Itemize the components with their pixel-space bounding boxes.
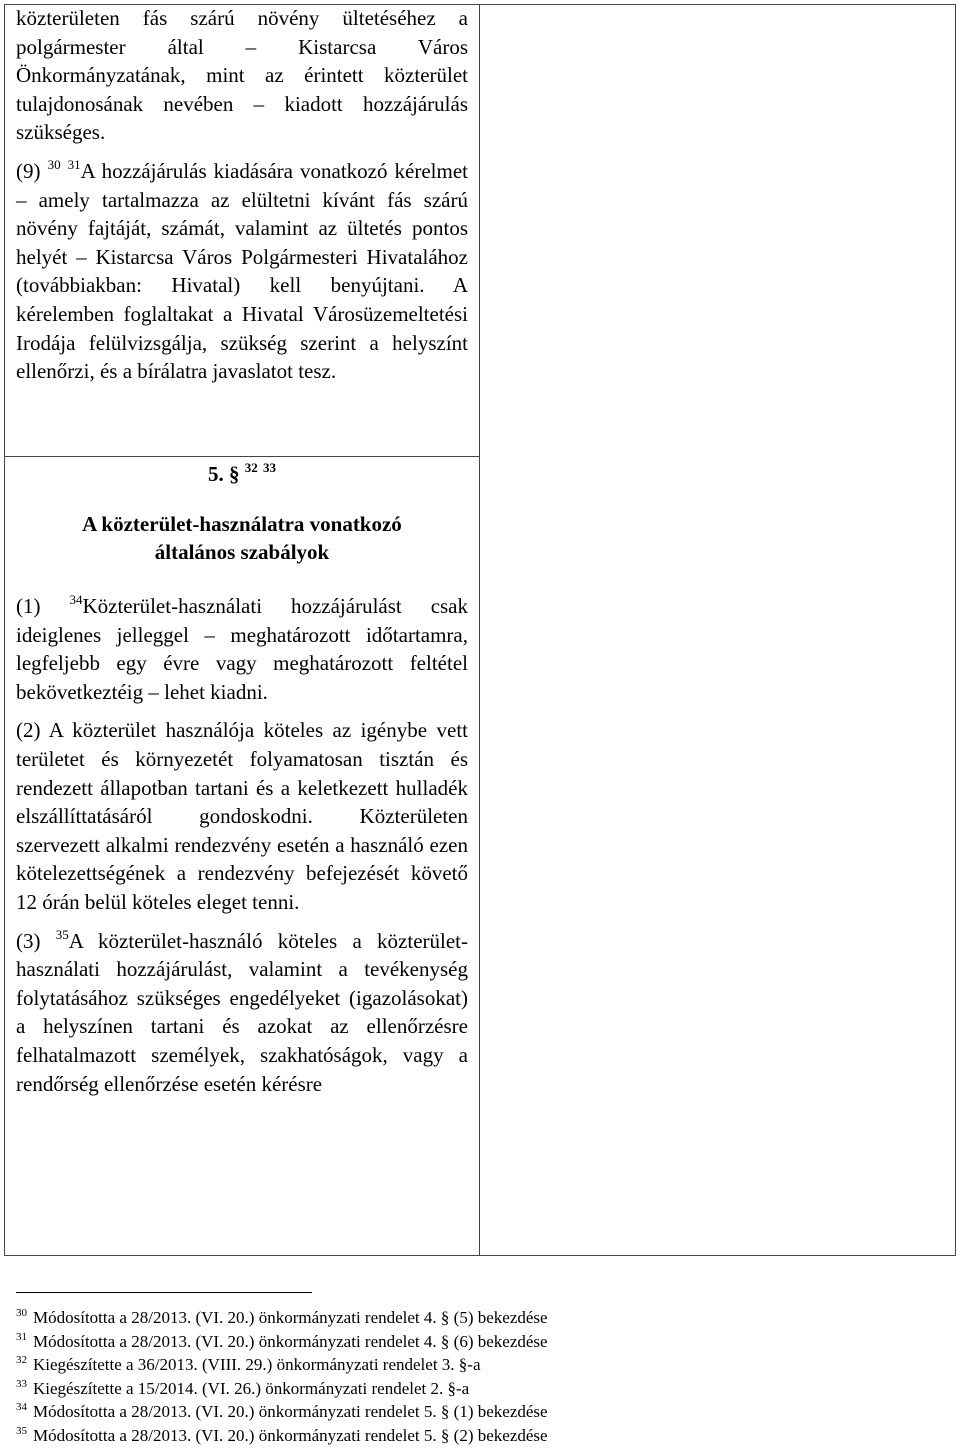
paragraph-text: A hozzájárulás kiadására vonatkozó kérelmet – amely tartalmazza az elültetni kívánt fás szárú növény fajtáját, számát, valamint az ültetés pontos helyét – Kistarcsa Város Polgármesteri Hivatalához (továbbiakban: Hivatal) kell benyújtani. A kérelemben foglaltakat a Hivatal Városüzemeltetési Irodája felülvizsgálja, szükség szerint a helyszínt ellenőrzi, és a bírálatra javaslatot tesz. xyxy=(16,158,469,384)
paragraph-text: A közterület használója köteles az igénybe vett területet és környezetét folyamatosan tisztán és rendezett állapotban tartani és a keletkezett hulladék elszállíttatásáról gondoskodni. Közterületen szervezett alkalmi rendezvény esetén a használó ezen kötelezettségének a rendezvény befejezését követő 12 órán belül köteles eleget tenni. xyxy=(16,718,468,914)
footnote xyxy=(16,1306,916,1330)
footnote-number: 30 xyxy=(16,1307,27,1319)
footnote-text: Kiegészítette a 15/2014. (VI. 26.) önkormányzati rendelet 2. §-a xyxy=(33,1378,470,1398)
footnote xyxy=(16,1424,916,1448)
footnote-number: 31 xyxy=(16,1330,27,1343)
paragraph-text: A közterület-használó köteles a közterület-használati hozzájárulást, valamint a tevékenység folytatásához szükséges engedélyeket (igazolásokat) a helyszínen tartani és azokat az ellenőrzésre felhatalmazott személyek, szakhatóságok, vagy a rendőrség ellenőrzése esetén kérésre xyxy=(16,928,468,1096)
section-number: 5. § xyxy=(208,462,240,486)
footnote-ref[interactable]: 34 xyxy=(69,592,83,607)
paragraph-number: (9) xyxy=(16,158,41,183)
paragraph-text: Közterület-használati hozzájárulást csak ideiglenes jelleggel – meghatározott időtartamra, legfeljebb egy évre vagy meghatározott feltétel bekövetkeztéig – lehet kiadni. xyxy=(16,594,469,704)
footnote xyxy=(16,1400,916,1424)
paragraph-1 xyxy=(16,592,468,706)
footnote-text: Módosította a 28/2013. (VI. 20.) önkormányzati rendelet 5. § (1) bekezdése xyxy=(33,1402,548,1422)
paragraph-number: (3) xyxy=(16,928,41,953)
paragraph-2 xyxy=(16,716,468,916)
paragraph-number: (2) xyxy=(16,718,41,743)
row-divider xyxy=(4,456,480,457)
footnote-ref[interactable]: 30 xyxy=(47,156,61,172)
footnote-number: 32 xyxy=(16,1354,27,1367)
paragraph-continuation: közterületen fás szárú növény ültetéséhez a polgármester által – Kistarcsa Város Önkormányzatának, mint az érintett közterület tulajdonosának nevében – kiadott hozzájárulás szükséges. xyxy=(16,6,468,145)
footnote-number: 35 xyxy=(16,1424,27,1437)
section-title-line: A közterület-használatra vonatkozó xyxy=(82,512,402,536)
paragraph-9 xyxy=(16,157,468,386)
footnote-text: Módosította a 28/2013. (VI. 20.) önkormányzati rendelet 4. § (5) bekezdése xyxy=(33,1308,548,1327)
footnote-number: 34 xyxy=(16,1401,27,1414)
top-left-cell xyxy=(16,4,468,386)
footnote-ref[interactable]: 31 xyxy=(67,156,81,172)
paragraph-number: (1) xyxy=(16,594,41,618)
footnotes xyxy=(16,1306,916,1448)
paragraph-3 xyxy=(16,927,468,1099)
footnote-separator xyxy=(16,1292,312,1293)
footnote-ref[interactable]: 35 xyxy=(55,926,69,942)
footnote-ref[interactable]: 33 xyxy=(263,460,276,475)
section-heading xyxy=(16,460,468,488)
footnote-text: Módosította a 28/2013. (VI. 20.) önkormányzati rendelet 5. § (2) bekezdése xyxy=(33,1425,548,1445)
footnote-text: Módosította a 28/2013. (VI. 20.) önkormányzati rendelet 4. § (6) bekezdése xyxy=(33,1331,548,1351)
column-divider xyxy=(479,4,480,1256)
footnote xyxy=(16,1377,916,1401)
footnote xyxy=(16,1353,916,1377)
section-title-line: általános szabályok xyxy=(154,540,330,564)
footnote-text: Kiegészítette a 36/2013. (VIII. 29.) önkormányzati rendelet 3. §-a xyxy=(33,1355,481,1375)
footnote-ref[interactable]: 32 xyxy=(244,460,258,475)
footnote xyxy=(16,1330,916,1354)
footnote-number: 33 xyxy=(16,1377,27,1390)
bottom-left-cell xyxy=(16,458,468,1098)
